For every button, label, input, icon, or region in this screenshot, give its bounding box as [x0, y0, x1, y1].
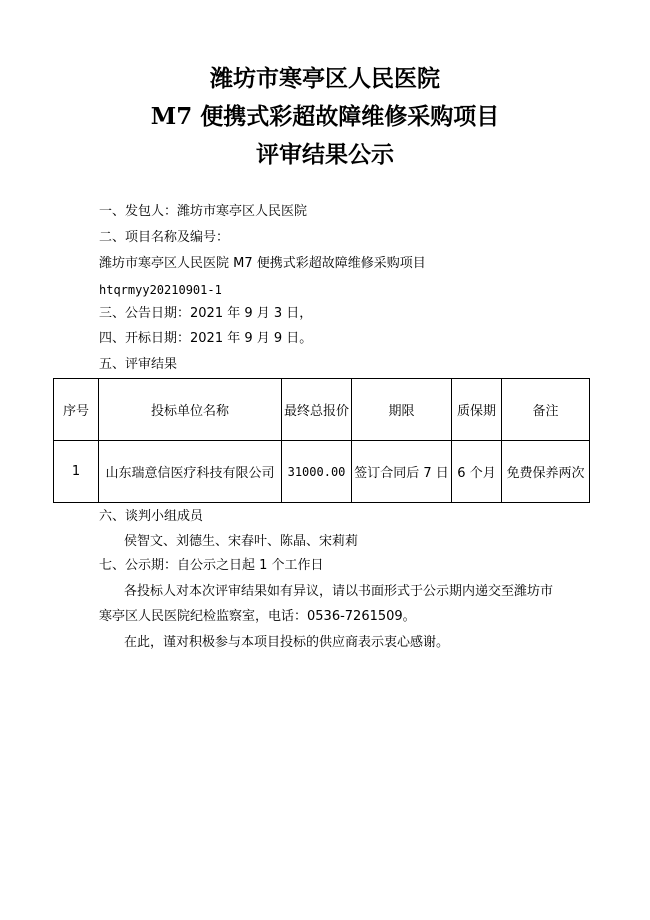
cell-remark: 免费保养两次	[502, 441, 590, 503]
thanks-text: 在此，谨对积极参与本项目投标的供应商表示衷心感谢。	[124, 635, 450, 650]
publicity-period: 七、公示期：自公示之日起 1 个工作日	[99, 558, 324, 573]
header-remark: 备注	[502, 379, 590, 441]
objection-text-line2: 寒亭区人民医院纪检监察室，电话：0536-7261509。	[99, 609, 416, 624]
bid-open-date: 四、开标日期：2021 年 9 月 9 日。	[99, 331, 313, 346]
announce-date: 三、公告日期：2021 年 9 月 3 日，	[99, 306, 313, 321]
objection-text-line1: 各投标人对本次评审结果如有异议，请以书面形式于公示期内递交至潍坊市	[124, 584, 554, 599]
issuer-line: 一、发包人：潍坊市寒亭区人民医院	[99, 204, 308, 219]
header-term: 期限	[352, 379, 452, 441]
cell-warranty: 6 个月	[452, 441, 502, 503]
cell-bidder: 山东瑞意信医疗科技有限公司	[99, 441, 282, 503]
project-heading: 二、项目名称及编号：	[99, 230, 230, 245]
title-result-notice: 评审结果公示	[256, 141, 394, 168]
table-header-row	[54, 379, 590, 441]
cell-final-price: 31000.00	[282, 441, 352, 503]
cell-term: 签订合同后 7 日	[352, 441, 452, 503]
document-title	[0, 60, 650, 174]
result-heading: 五、评审结果	[99, 357, 178, 372]
table-row	[54, 441, 590, 503]
project-code: htqrmyy20210901-1	[99, 283, 222, 297]
committee-heading: 六、谈判小组成员	[99, 509, 204, 524]
title-hospital: 潍坊市寒亭区人民医院	[210, 65, 440, 92]
header-bidder: 投标单位名称	[99, 379, 282, 441]
header-final-price: 最终总报价	[282, 379, 352, 441]
header-serial: 序号	[54, 379, 99, 441]
committee-members: 侯智文、刘德生、宋春叶、陈晶、宋莉莉	[124, 534, 359, 549]
evaluation-result-table	[53, 378, 590, 503]
title-project: M7 便携式彩超故障维修采购项目	[150, 103, 500, 130]
project-name: 潍坊市寒亭区人民医院 M7 便携式彩超故障维修采购项目	[99, 256, 426, 271]
cell-serial: 1	[54, 441, 99, 503]
header-warranty: 质保期	[452, 379, 502, 441]
